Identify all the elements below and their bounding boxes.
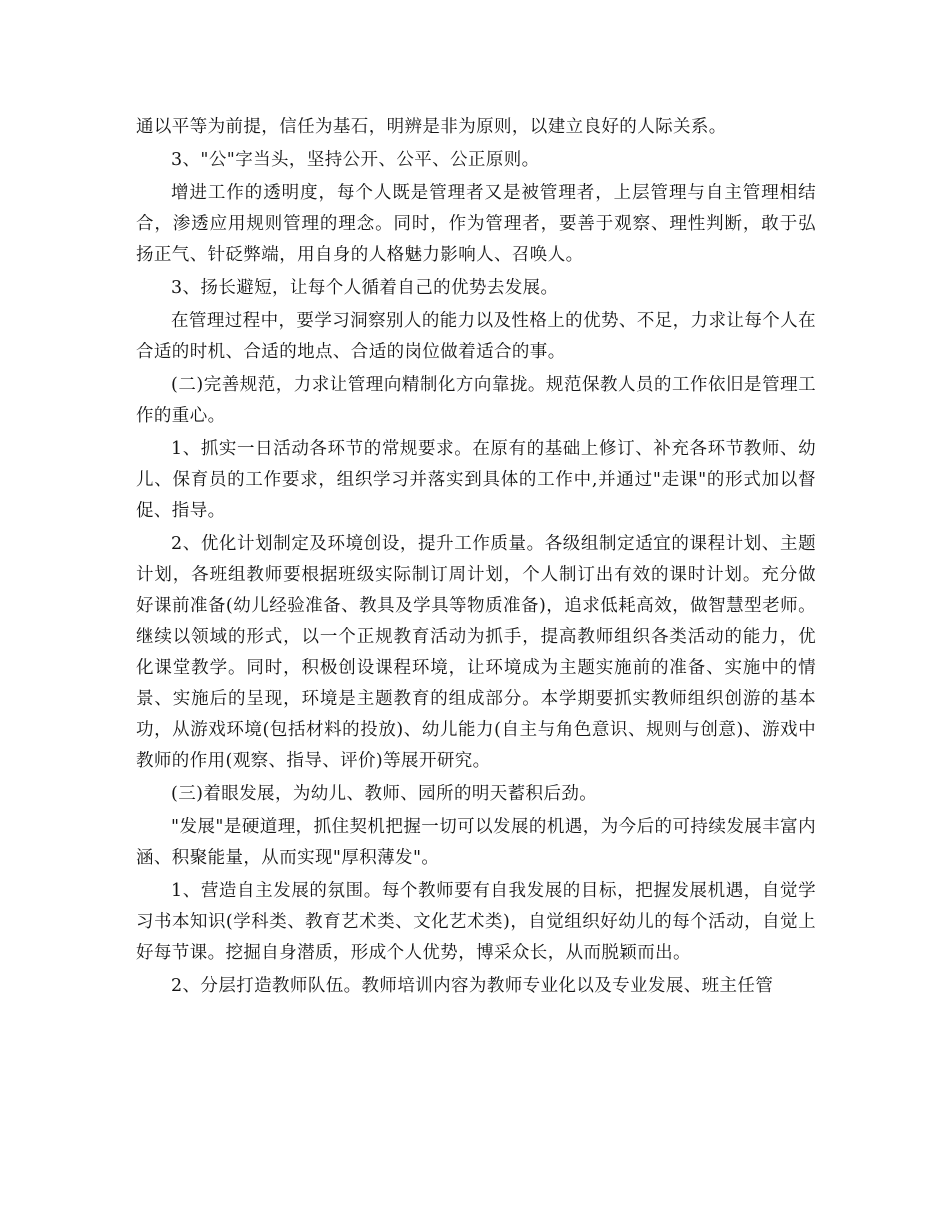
paragraph-12: 2、分层打造教师队伍。教师培训内容为教师专业化以及专业发展、班主任管 xyxy=(171,976,774,996)
paragraph-9: (三)着眼发展，为幼儿、教师、园所的明天蓄积后劲。 xyxy=(171,784,598,804)
paragraph-11: 1、营造自主发展的氛围。每个教师要有自我发展的目标，把握发展机遇，自觉学习书本知识(学科类、教育艺术类、文化艺术类)，自觉组织好幼儿的每个活动，自觉上好每节课。挖掘自身潜质，形成个人优势，博采众长，从而脱颖而出。 xyxy=(136,881,816,963)
paragraph-8: 2、优化计划制定及环境创设，提升工作质量。各级组制定适宜的课程计划、主题计划，各班组教师要根据班级实际制订周计划，个人制订出有效的课时计划。充分做好课前准备(幼儿经验准备、教具及学具等物质准备)，追求低耗高效，做智慧型老师。继续以领域的形式，以一个正规教育活动为抓手，提高教师组织各类活动的能力，优化课堂教学。同时，积极创设课程环境，让环境成为主题实施前的准备、实施中的情景、实施后的呈现，环境是主题教育的组成部分。本学期要抓实教师组织创游的基本功，从游戏环境(包括材料的投放)、幼儿能力(自主与角色意识、规则与创意)、游戏中教师的作用(观察、指导、评价)等展开研究。 xyxy=(136,534,816,771)
document-body xyxy=(136,112,816,1004)
paragraph-1: 通以平等为前提，信任为基石，明辨是非为原则，以建立良好的人际关系。 xyxy=(136,117,727,137)
paragraph-6: (二)完善规范，力求让管理向精制化方向靠拢。规范保教人员的工作依旧是管理工作的重心。 xyxy=(136,375,816,426)
paragraph-3: 增进工作的透明度，每个人既是管理者又是被管理者，上层管理与自主管理相结合，渗透应用规则管理的理念。同时，作为管理者，要善于观察、理性判断，敢于弘扬正气、针砭弊端，用自身的人格魅力影响人、召唤人。 xyxy=(136,183,816,265)
paragraph-4: 3、扬长避短，让每个人循着自己的优势去发展。 xyxy=(171,278,559,298)
paragraph-5: 在管理过程中，要学习洞察别人的能力以及性格上的优势、不足，力求让每个人在合适的时机、合适的地点、合适的岗位做着适合的事。 xyxy=(136,311,816,362)
paragraph-10: "发展"是硬道理，抓住契机把握一切可以发展的机遇，为今后的可持续发展丰富内涵、积聚能量，从而实现"厚积薄发"。 xyxy=(136,817,816,868)
paragraph-2: 3、"公"字当头，坚持公开、公平、公正原则。 xyxy=(171,150,540,170)
paragraph-7: 1、抓实一日活动各环节的常规要求。在原有的基础上修订、补充各环节教师、幼儿、保育员的工作要求，组织学习并落实到具体的工作中,并通过"走课"的形式加以督促、指导。 xyxy=(136,439,816,521)
